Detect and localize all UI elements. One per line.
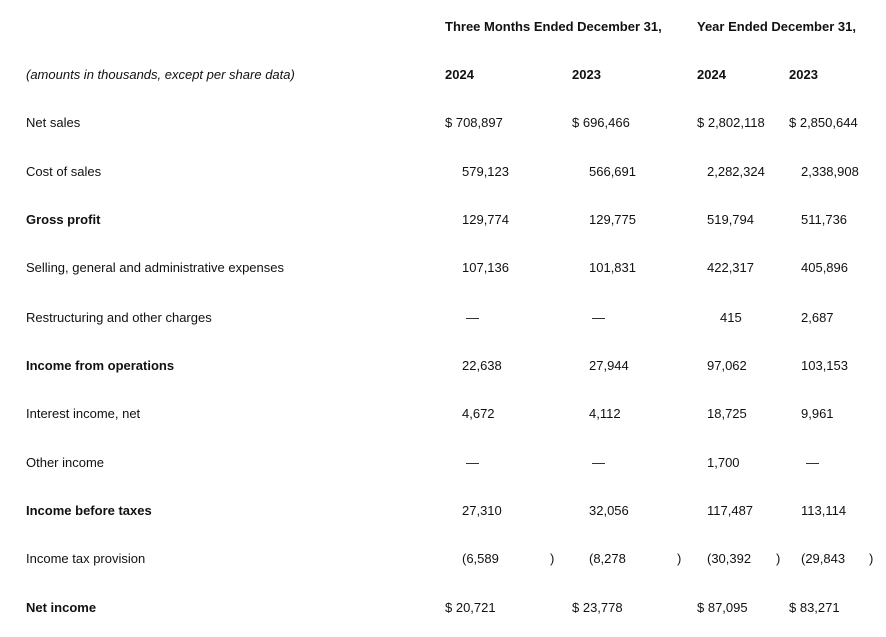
- closing-paren: ): [550, 551, 555, 566]
- row-label: Net income: [26, 600, 97, 615]
- row-label: Income tax provision: [26, 551, 146, 566]
- col-2023-q: 2023: [572, 67, 601, 82]
- cell-y2023: $ 2,850,644: [789, 115, 858, 130]
- cell-y2023: $ 83,271: [789, 600, 840, 615]
- cell-q2024: (6,589: [462, 551, 499, 566]
- header-year: Year Ended December 31,: [697, 19, 856, 34]
- cell-q2023: (8,278: [589, 551, 626, 566]
- cell-y2024: $ 87,095: [697, 600, 748, 615]
- row-label: Other income: [26, 455, 105, 470]
- cell-y2023: 511,736: [801, 212, 848, 227]
- row-label: Income from operations: [26, 358, 175, 373]
- row-label: Restructuring and other charges: [26, 310, 212, 325]
- col-2024-q: 2024: [445, 67, 474, 82]
- closing-paren: ): [869, 551, 874, 566]
- cell-q2024: 22,638: [462, 358, 502, 373]
- row-label: Gross profit: [26, 212, 101, 227]
- row-label: Selling, general and administrative expenses: [26, 260, 284, 275]
- cell-q2024: 4,672: [462, 406, 495, 421]
- row-label: Cost of sales: [26, 164, 102, 179]
- cell-q2024: $ 20,721: [445, 600, 496, 615]
- col-2023-y: 2023: [789, 67, 818, 82]
- cell-y2024: 415: [720, 310, 742, 325]
- cell-y2024: 1,700: [707, 455, 740, 470]
- cell-q2024: 107,136: [462, 260, 509, 275]
- cell-q2024: $ 708,897: [445, 115, 503, 130]
- cell-q2023: 32,056: [589, 503, 629, 518]
- cell-q2024: 129,774: [462, 212, 509, 227]
- cell-y2023: (29,843: [801, 551, 846, 566]
- cell-y2023: —: [806, 455, 819, 470]
- row-label: Interest income, net: [26, 406, 141, 421]
- cell-q2024: —: [466, 310, 479, 325]
- cell-y2023: 9,961: [801, 406, 834, 421]
- row-label: Income before taxes: [26, 503, 152, 518]
- cell-y2024: 117,487: [707, 503, 754, 518]
- cell-q2023: —: [592, 455, 605, 470]
- amounts-note: (amounts in thousands, except per share data): [26, 67, 295, 82]
- cell-y2024: 519,794: [707, 212, 754, 227]
- cell-q2023: $ 23,778: [572, 600, 623, 615]
- cell-q2024: 579,123: [462, 164, 509, 179]
- cell-q2023: $ 696,466: [572, 115, 630, 130]
- cell-y2023: 103,153: [801, 358, 848, 373]
- cell-y2023: 113,114: [801, 503, 847, 518]
- cell-q2023: 129,775: [589, 212, 636, 227]
- cell-y2024: $ 2,802,118: [697, 115, 765, 130]
- cell-y2024: 2,282,324: [707, 164, 765, 179]
- cell-y2023: 2,687: [801, 310, 834, 325]
- cell-q2023: 27,944: [589, 358, 629, 373]
- cell-y2023: 405,896: [801, 260, 848, 275]
- cell-q2023: 4,112: [589, 406, 621, 421]
- cell-y2023: 2,338,908: [801, 164, 859, 179]
- header-three-months: Three Months Ended December 31,: [445, 19, 662, 34]
- cell-y2024: 422,317: [707, 260, 754, 275]
- cell-q2024: 27,310: [462, 503, 502, 518]
- cell-y2024: 18,725: [707, 406, 747, 421]
- cell-y2024: 97,062: [707, 358, 747, 373]
- closing-paren: ): [677, 551, 682, 566]
- cell-q2023: 101,831: [589, 260, 636, 275]
- closing-paren: ): [776, 551, 781, 566]
- cell-q2023: —: [592, 310, 605, 325]
- cell-q2023: 566,691: [589, 164, 636, 179]
- col-2024-y: 2024: [697, 67, 726, 82]
- row-label: Net sales: [26, 115, 81, 130]
- cell-q2024: —: [466, 455, 479, 470]
- cell-y2024: (30,392: [707, 551, 752, 566]
